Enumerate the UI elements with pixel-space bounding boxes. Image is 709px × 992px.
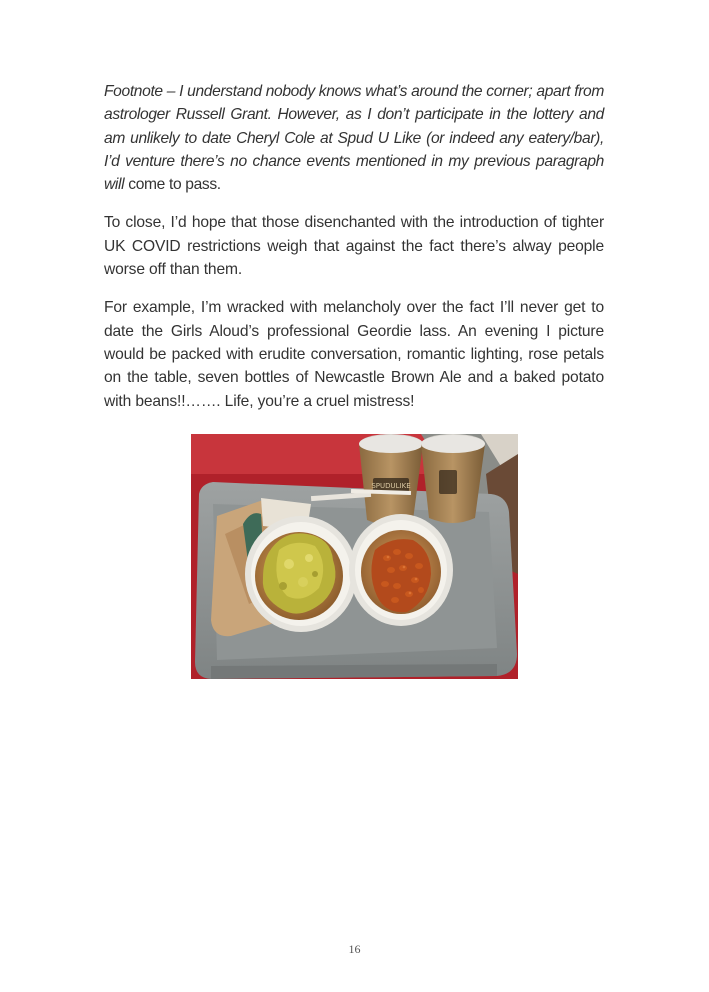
closing-paragraph: To close, I’d hope that those disenchanted with the introduction of tighter UK COVID restrictions weigh that against the fact there’s alway people worse off than them. <box>104 214 604 279</box>
footnote-paragraph <box>104 80 604 196</box>
page-number: 16 <box>348 942 361 956</box>
body-text <box>104 80 604 428</box>
example-paragraph: For example, I’m wracked with melancholy over the fact I’ll never get to date the Girls Aloud’s professional Geordie lass. An evening I picture would be packed with erudite conversation, romantic lighting, rose petals on the table, seven bottles of Newcastle Brown Ale and a baked potato with beans!!……. Life, you’re a cruel mistress! <box>104 299 604 410</box>
bowl-right <box>349 514 453 626</box>
cup-print: SPUDULIKE <box>371 482 411 490</box>
bowl-left <box>245 516 357 632</box>
food-tray-photo <box>191 434 518 679</box>
footnote-italic-text: Footnote – I understand nobody knows what’s around the corner; apart from astrologer Russell Grant. However, as I don’t participate in the lottery and am unlikely to date Cheryl Cole at Spud U Like (or indeed any eatery/bar), I’d venture there’s no chance events mentioned in my previous paragraph will <box>104 83 604 194</box>
footnote-roman-text: come to pass. <box>124 176 221 194</box>
